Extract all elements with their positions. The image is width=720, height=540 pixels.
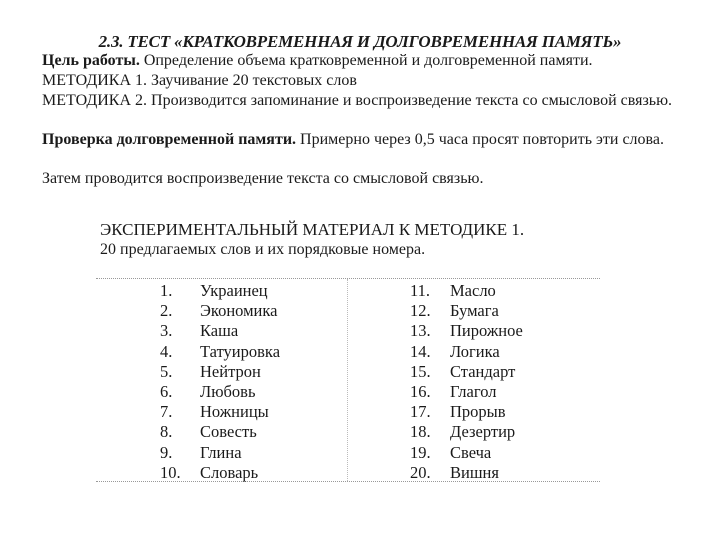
word-row [96,321,347,341]
experiment-subheading: 20 предлагаемых слов и их порядковые номера. [100,241,426,258]
word-row [96,422,347,442]
word-number: 5. [160,361,173,381]
word-number: 3. [160,321,173,341]
word-text: Стандарт [450,361,516,381]
word-number: 19. [410,442,431,462]
word-row [96,281,347,301]
word-text: Словарь [200,462,259,482]
word-row [96,463,347,483]
word-number: 17. [410,402,431,422]
word-text: Глагол [450,381,497,401]
word-text: Ножницы [200,402,269,422]
word-row [348,281,600,301]
word-number: 13. [410,321,431,341]
word-text: Любовь [200,381,256,401]
word-text: Вишня [450,462,499,482]
word-text: Свеча [450,442,492,462]
word-number: 7. [160,402,173,422]
check-text: Примерно через 0,5 часа просят повторить эти слова. [296,131,664,148]
word-text: Логика [450,341,500,361]
word-row [96,402,347,422]
goal-paragraph [42,52,678,70]
word-table [96,278,600,482]
word-number: 2. [160,301,173,321]
word-text: Прорыв [450,402,506,422]
word-number: 16. [410,381,431,401]
word-text: Каша [200,321,239,341]
word-text: Масло [450,281,496,300]
word-row [96,301,347,321]
word-number: 11. [410,281,431,300]
word-text: Экономика [200,301,278,321]
word-number: 8. [160,422,173,442]
word-number: 1. [160,281,173,300]
word-number: 6. [160,381,173,401]
word-number: 15. [410,361,431,381]
word-number: 14. [410,341,431,361]
word-number: 20. [410,462,431,482]
page-title: 2.3. ТЕСТ «КРАТКОВРЕМЕННАЯ И ДОЛГОВРЕМЕННАЯ ПАМЯТЬ» [98,32,622,51]
word-row [348,402,600,422]
word-text: Глина [200,442,242,462]
word-row [348,422,600,442]
word-text: Дезертир [450,422,516,442]
word-column-right [348,279,600,481]
word-text: Татуировка [200,341,281,361]
method-2-paragraph: МЕТОДИКА 2. Производится запоминание и воспроизведение текста со смысловой связью. [42,92,673,109]
word-number: 10. [160,462,181,482]
method-1-line: МЕТОДИКА 1. Заучивание 20 текстовых слов [42,72,357,89]
word-column-left [96,279,348,481]
word-row [96,342,347,362]
word-row [348,301,600,321]
word-text: Бумага [450,301,499,321]
word-number: 9. [160,442,173,462]
word-text: Пирожное [450,321,523,341]
word-number: 18. [410,422,431,442]
check-paragraph [42,131,678,149]
word-row [348,382,600,402]
check-label: Проверка долговременной памяти. [42,131,297,148]
word-number: 4. [160,341,173,361]
then-paragraph: Затем проводится воспроизведение текста со смысловой связью. [42,170,484,187]
word-row [96,362,347,382]
word-number: 12. [410,301,431,321]
word-row [348,321,600,341]
word-text: Украинец [200,281,268,300]
word-row [348,443,600,463]
word-row [348,362,600,382]
goal-text: Определение объема кратковременной и долговременной памяти. [139,52,593,69]
word-row [348,342,600,362]
word-row [96,382,347,402]
word-text: Совесть [200,422,257,442]
word-row [348,463,600,483]
goal-label: Цель работы. [42,52,140,69]
word-row [96,443,347,463]
experiment-heading: ЭКСПЕРИМЕНТАЛЬНЫЙ МАТЕРИАЛ К МЕТОДИКЕ 1. [100,220,525,239]
word-text: Нейтрон [200,361,261,381]
